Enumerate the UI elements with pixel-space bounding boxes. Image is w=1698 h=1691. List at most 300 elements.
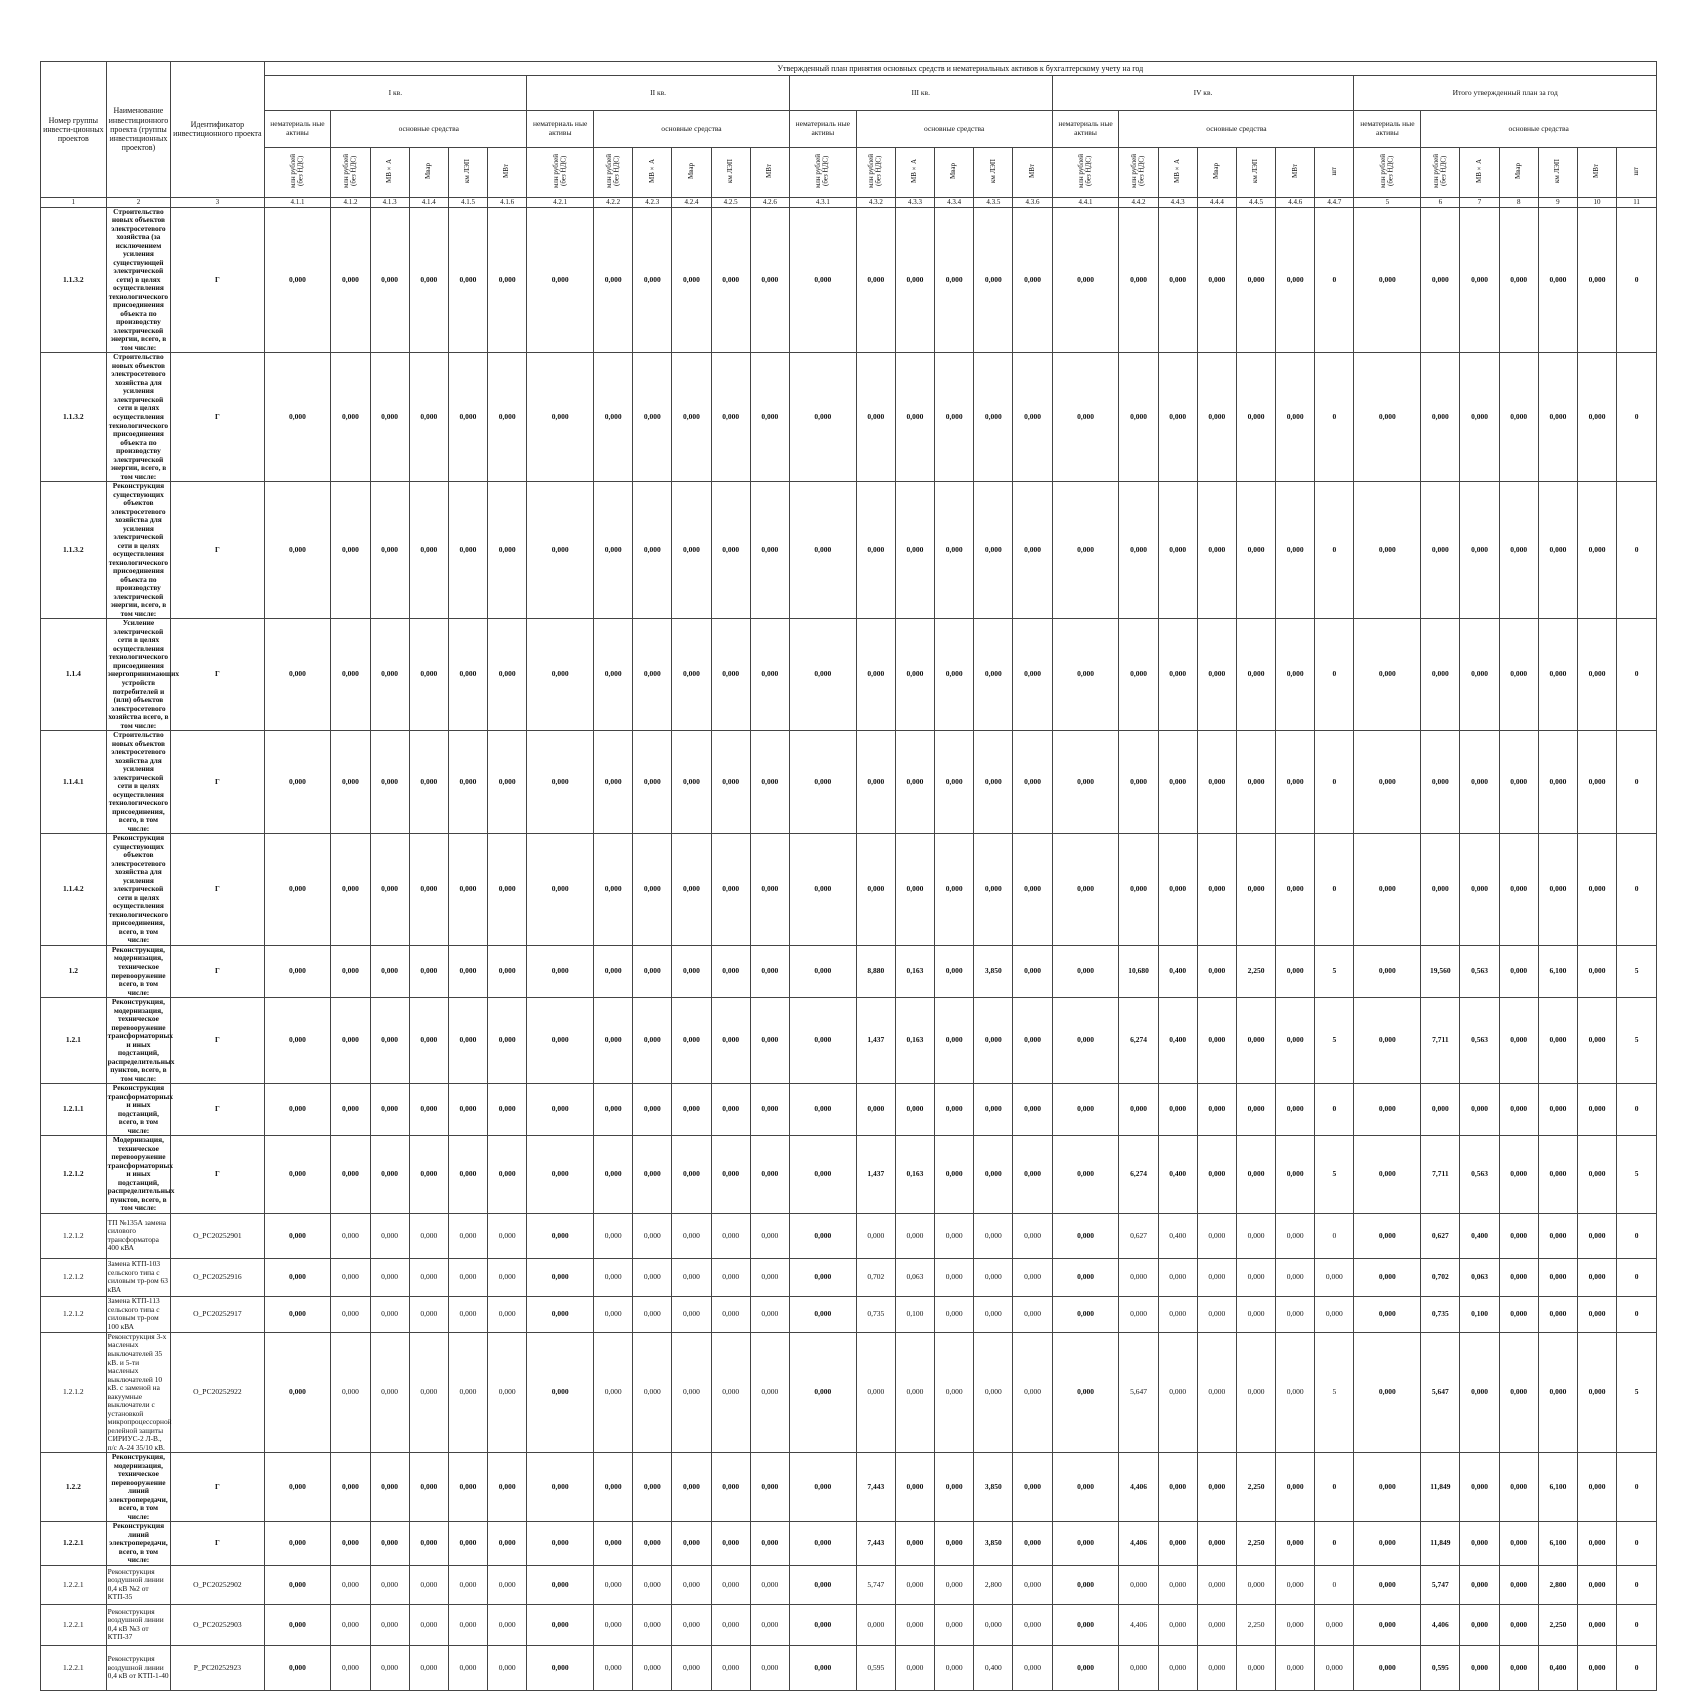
column-number: 4.4.2	[1119, 197, 1158, 207]
value-cell: 2,250	[1236, 945, 1275, 997]
project-id-cell: Г	[171, 998, 264, 1084]
value-cell: 0,000	[935, 998, 974, 1084]
value-cell: 0,000	[1354, 945, 1421, 997]
value-cell: 0,000	[331, 482, 370, 619]
value-cell: 0,000	[264, 1213, 331, 1258]
project-name-cell: Реконструкция, модернизация, техническое перевооружение линий электропередачи, всего, в том числе:	[106, 1453, 171, 1522]
value-cell: 0,000	[1197, 1565, 1236, 1604]
value-cell: 8,880	[856, 945, 895, 997]
header-unit	[1354, 148, 1421, 198]
value-cell: 0,000	[789, 1453, 856, 1522]
value-cell: 0	[1617, 1604, 1657, 1645]
value-cell: 0,000	[1013, 1136, 1052, 1214]
value-cell: 0,000	[488, 1522, 527, 1566]
value-cell: 2,250	[1236, 1453, 1275, 1522]
value-cell: 0,000	[1499, 619, 1538, 731]
value-cell: 0,000	[856, 731, 895, 834]
value-cell: 0,400	[1460, 1213, 1499, 1258]
value-cell: 0,000	[1577, 1645, 1616, 1690]
value-cell: 0,000	[264, 353, 331, 482]
group-number-cell: 1.2.1.2	[41, 1136, 107, 1214]
column-number: 4.1.3	[370, 197, 409, 207]
value-cell: 7,711	[1421, 1136, 1460, 1214]
value-cell: 0,000	[1197, 353, 1236, 482]
header-unit-label: МВ×А	[1474, 159, 1483, 183]
value-cell: 0,000	[488, 1136, 527, 1214]
value-cell: 1,437	[856, 998, 895, 1084]
value-cell: 0,000	[672, 998, 711, 1084]
value-cell: 0,000	[895, 1332, 934, 1452]
value-cell: 0,000	[331, 1565, 370, 1604]
value-cell: 0,000	[711, 1522, 750, 1566]
value-cell: 0,000	[1315, 1604, 1354, 1645]
value-cell: 0,163	[895, 1136, 934, 1214]
value-cell: 0,000	[750, 353, 789, 482]
value-cell: 0,000	[935, 1565, 974, 1604]
value-cell: 0,000	[331, 1136, 370, 1214]
header-unit-label: МВ×А	[647, 159, 656, 183]
value-cell: 0,000	[1538, 353, 1577, 482]
header-unit-label: Мвар	[949, 162, 958, 180]
value-cell: 0,000	[1577, 207, 1616, 353]
project-name-cell: Реконструкция существующих объектов электросетевого хозяйства для усиления электрической сети в целях осуществления технологического присоединения объекта по производству электрической энергии, всего, в том числе:	[106, 482, 171, 619]
column-number: 11	[1617, 197, 1657, 207]
value-cell: 4,406	[1119, 1453, 1158, 1522]
header-unit	[633, 148, 672, 198]
value-cell: 0,000	[264, 1522, 331, 1566]
value-cell: 0,000	[488, 834, 527, 946]
value-cell: 0,000	[1538, 1084, 1577, 1136]
value-cell: 0,000	[1577, 1522, 1616, 1566]
value-cell: 0,000	[1158, 1332, 1197, 1452]
value-cell: 0,000	[935, 1084, 974, 1136]
project-id-cell: Г	[171, 1136, 264, 1214]
value-cell: 0,000	[1236, 482, 1275, 619]
value-cell: 0,000	[1276, 1213, 1315, 1258]
value-cell: 0,000	[527, 1213, 594, 1258]
value-cell: 0,000	[331, 1213, 370, 1258]
value-cell: 0,000	[789, 619, 856, 731]
value-cell: 0,000	[1119, 731, 1158, 834]
value-cell: 0,000	[1119, 207, 1158, 353]
project-name-cell: Реконструкция трансформаторных и иных подстанций, всего, в том числе:	[107, 1083, 173, 1135]
value-cell: 0,000	[409, 353, 448, 482]
value-cell: 0,000	[1197, 834, 1236, 946]
value-cell: 7,443	[856, 1522, 895, 1566]
value-cell: 0,000	[1315, 1258, 1354, 1296]
project-id-cell: Г	[171, 945, 264, 997]
value-cell: 0,000	[1197, 619, 1236, 731]
value-cell: 0,000	[1499, 482, 1538, 619]
column-number: 4.2.6	[750, 197, 789, 207]
value-cell: 0,000	[1119, 482, 1158, 619]
header-quarter-3: III кв.	[789, 76, 1052, 111]
value-cell: 0,000	[370, 1453, 409, 1522]
value-cell: 0	[1617, 1213, 1657, 1258]
value-cell: 0,000	[1276, 619, 1315, 731]
value-cell: 0,000	[633, 353, 672, 482]
table-row	[41, 1565, 1657, 1604]
header-project-id: Идентификатор инвестиционного проекта	[171, 62, 264, 198]
value-cell: 0,000	[1577, 1084, 1616, 1136]
value-cell: 0,000	[594, 998, 633, 1084]
value-cell: 0,000	[672, 207, 711, 353]
value-cell: 0,000	[672, 1296, 711, 1332]
value-cell: 0,000	[711, 998, 750, 1084]
value-cell: 0,000	[1197, 1332, 1236, 1452]
header-unit	[935, 148, 974, 198]
column-number: 4.1.4	[409, 197, 448, 207]
table-row	[41, 1522, 1657, 1566]
value-cell: 0,000	[1460, 834, 1499, 946]
value-cell: 5	[1315, 998, 1354, 1084]
value-cell: 0,000	[1052, 1453, 1119, 1522]
header-unit	[331, 148, 370, 198]
value-cell: 0,000	[974, 998, 1013, 1084]
value-cell: 0,000	[1499, 945, 1538, 997]
header-project-name: Наименование инвестиционного проекта (группы инвестиционных проектов)	[106, 62, 171, 198]
value-cell: 0,000	[1052, 945, 1119, 997]
value-cell: 0,000	[1460, 207, 1499, 353]
value-cell: 0,000	[1197, 1522, 1236, 1566]
value-cell: 0,000	[1197, 207, 1236, 353]
header-unit-label: км ЛЭП	[1251, 158, 1260, 183]
value-cell: 0,000	[331, 1453, 370, 1522]
value-cell: 0,000	[750, 482, 789, 619]
value-cell: 0,000	[1013, 1604, 1052, 1645]
value-cell: 0,000	[1276, 482, 1315, 619]
value-cell: 0,000	[488, 1084, 527, 1136]
value-cell: 0,702	[1421, 1258, 1460, 1296]
value-cell: 0,000	[1052, 1565, 1119, 1604]
value-cell: 0,000	[633, 945, 672, 997]
value-cell: 0,000	[488, 353, 527, 482]
value-cell: 0,000	[750, 731, 789, 834]
group-number-cell: 1.2.2	[41, 1453, 107, 1522]
value-cell: 0,000	[935, 619, 974, 731]
value-cell: 0,000	[1421, 207, 1460, 353]
value-cell: 0,000	[448, 1258, 487, 1296]
value-cell: 0,000	[1499, 1084, 1538, 1136]
value-cell: 0,000	[1013, 1645, 1052, 1690]
value-cell: 0	[1315, 482, 1354, 619]
value-cell: 0,000	[789, 482, 856, 619]
value-cell: 0,000	[1236, 1645, 1275, 1690]
value-cell: 0,000	[331, 1084, 370, 1136]
value-cell: 0,000	[448, 731, 487, 834]
value-cell: 0,000	[935, 1453, 974, 1522]
value-cell: 0,000	[370, 207, 409, 353]
value-cell: 0,000	[409, 1258, 448, 1296]
table-row	[41, 1296, 1657, 1332]
value-cell: 0,000	[1052, 731, 1119, 834]
value-cell: 0,000	[789, 731, 856, 834]
value-cell: 0,000	[1158, 482, 1197, 619]
value-cell: 0,000	[488, 945, 527, 997]
value-cell: 0,000	[1236, 1296, 1275, 1332]
value-cell: 0,000	[1052, 1604, 1119, 1645]
value-cell: 0,000	[527, 353, 594, 482]
column-number: 4.2.5	[711, 197, 750, 207]
value-cell: 0,000	[264, 1645, 331, 1690]
value-cell: 0,000	[1421, 1084, 1460, 1136]
value-cell: 0,400	[1158, 998, 1197, 1084]
value-cell: 0,000	[331, 834, 370, 946]
value-cell: 0,000	[1315, 1296, 1354, 1332]
value-cell: 0,000	[527, 1522, 594, 1566]
value-cell: 5,747	[1421, 1565, 1460, 1604]
value-cell: 0,000	[1354, 1084, 1421, 1136]
column-number: 4.3.1	[789, 197, 856, 207]
column-number: 5	[1354, 197, 1421, 207]
value-cell: 0,000	[264, 834, 331, 946]
value-cell: 19,560	[1421, 945, 1460, 997]
value-cell: 0,000	[1119, 619, 1158, 731]
value-cell: 0,000	[1119, 1565, 1158, 1604]
value-cell: 0,000	[750, 207, 789, 353]
value-cell: 0,000	[1197, 998, 1236, 1084]
value-cell: 0,000	[1460, 731, 1499, 834]
value-cell: 0,000	[750, 834, 789, 946]
value-cell: 0,000	[895, 834, 934, 946]
value-cell: 0,000	[594, 1332, 633, 1452]
header-fixed-assets: основные средства	[594, 111, 790, 148]
value-cell: 0,000	[1354, 1453, 1421, 1522]
value-cell: 0,000	[633, 1258, 672, 1296]
value-cell: 0,595	[856, 1645, 895, 1690]
value-cell: 0,000	[1158, 1645, 1197, 1690]
value-cell: 0,000	[1276, 207, 1315, 353]
header-intangible-assets: нематериаль ные активы	[1052, 111, 1119, 148]
value-cell: 0,400	[1538, 1645, 1577, 1690]
value-cell: 7,711	[1421, 998, 1460, 1084]
value-cell: 0,000	[711, 1136, 750, 1214]
header-unit-label: млн рублей (без НДС)	[1379, 154, 1395, 188]
value-cell: 0,000	[974, 1332, 1013, 1452]
value-cell: 0,000	[448, 207, 487, 353]
value-cell: 0,000	[1538, 1258, 1577, 1296]
value-cell: 0	[1617, 1565, 1657, 1604]
value-cell: 0	[1315, 834, 1354, 946]
value-cell: 0,000	[895, 207, 934, 353]
value-cell: 0	[1617, 619, 1657, 731]
value-cell: 0,000	[672, 353, 711, 482]
value-cell: 0,000	[264, 1565, 331, 1604]
value-cell: 0,000	[370, 1213, 409, 1258]
value-cell: 0	[1315, 207, 1354, 353]
value-cell: 0,000	[1276, 1453, 1315, 1522]
header-unit	[409, 148, 448, 198]
value-cell: 0,000	[856, 1332, 895, 1452]
value-cell: 0,000	[1499, 1258, 1538, 1296]
value-cell: 0,000	[750, 1453, 789, 1522]
value-cell: 0,000	[370, 1258, 409, 1296]
value-cell: 0,000	[448, 998, 487, 1084]
value-cell: 0,000	[750, 619, 789, 731]
value-cell: 0,563	[1460, 945, 1499, 997]
value-cell: 0,000	[1460, 619, 1499, 731]
value-cell: 0,000	[935, 945, 974, 997]
value-cell: 0,000	[409, 731, 448, 834]
group-number-cell: 1.2.1.2	[41, 1296, 107, 1332]
value-cell: 0,000	[1276, 1522, 1315, 1566]
value-cell: 0,000	[331, 1522, 370, 1566]
value-cell: 0,627	[1421, 1213, 1460, 1258]
value-cell: 0,000	[488, 207, 527, 353]
value-cell: 5	[1617, 998, 1657, 1084]
project-name-cell: Модернизация, техническое перевооружение трансформаторных и иных подстанций, распределительных пунктов, всего, в том числе:	[107, 1135, 175, 1213]
value-cell: 0,000	[1013, 1565, 1052, 1604]
header-fixed-assets: основные средства	[1421, 111, 1657, 148]
value-cell: 0,000	[594, 1258, 633, 1296]
value-cell: 0,000	[527, 998, 594, 1084]
value-cell: 0,000	[1013, 619, 1052, 731]
value-cell: 0,000	[1052, 1296, 1119, 1332]
value-cell: 0,000	[789, 353, 856, 482]
value-cell: 0,000	[264, 1453, 331, 1522]
value-cell: 0,000	[594, 1213, 633, 1258]
value-cell: 0,000	[1236, 353, 1275, 482]
value-cell: 0,000	[409, 207, 448, 353]
value-cell: 0,000	[711, 1213, 750, 1258]
group-number-cell: 1.2.1.1	[41, 1084, 107, 1136]
value-cell: 0,000	[711, 1453, 750, 1522]
value-cell: 0,000	[331, 619, 370, 731]
value-cell: 0,000	[1052, 1213, 1119, 1258]
column-number: 4.4.4	[1197, 197, 1236, 207]
value-cell: 0,000	[1499, 207, 1538, 353]
value-cell: 0,000	[1158, 207, 1197, 353]
value-cell: 0,000	[1119, 834, 1158, 946]
project-id-cell: Г	[171, 353, 264, 482]
value-cell: 0,000	[448, 619, 487, 731]
value-cell: 0,000	[370, 482, 409, 619]
project-id-cell: О_РС20252916	[171, 1258, 264, 1296]
value-cell: 0,400	[974, 1645, 1013, 1690]
project-id-cell: О_РС20252901	[171, 1213, 264, 1258]
header-unit-label: млн рублей (без НДС)	[1432, 154, 1448, 188]
value-cell: 0,000	[789, 834, 856, 946]
header-plan-title: Утвержденный план принятия основных средств и нематериальных активов к бухгалтерскому учету на год	[264, 62, 1656, 76]
value-cell: 0,000	[633, 1565, 672, 1604]
header-unit-label: МВ×А	[384, 159, 393, 183]
value-cell: 0,000	[935, 834, 974, 946]
value-cell: 0,000	[711, 1645, 750, 1690]
value-cell: 0,000	[527, 1084, 594, 1136]
value-cell: 5,647	[1421, 1332, 1460, 1452]
value-cell: 0	[1617, 207, 1657, 353]
header-unit	[974, 148, 1013, 198]
value-cell: 0,000	[935, 1522, 974, 1566]
header-unit-label: Мвар	[424, 162, 433, 180]
project-id-cell: О_РС20252903	[171, 1604, 264, 1645]
value-cell: 5	[1617, 945, 1657, 997]
header-group-number: Номер группы инвести-ционных проектов	[41, 62, 107, 198]
header-unit-label: млн рублей (без НДС)	[604, 154, 621, 188]
header-quarter-2: II кв.	[527, 76, 790, 111]
table-row	[41, 1213, 1657, 1258]
value-cell: 0,000	[1538, 482, 1577, 619]
investment-plan-table	[40, 61, 1657, 1691]
header-unit-label: МВт	[1592, 164, 1601, 178]
value-cell: 0,000	[895, 1522, 934, 1566]
value-cell: 0,000	[1460, 1565, 1499, 1604]
value-cell: 0,000	[750, 945, 789, 997]
project-id-cell: Г	[171, 834, 264, 946]
value-cell: 0	[1617, 1522, 1657, 1566]
value-cell: 0,000	[672, 1604, 711, 1645]
value-cell: 0,000	[789, 1296, 856, 1332]
header-unit-label: млн рублей (без НДС)	[342, 154, 358, 188]
value-cell: 0,000	[448, 1565, 487, 1604]
value-cell: 0,000	[1052, 1084, 1119, 1136]
value-cell: 0,000	[672, 1084, 711, 1136]
value-cell: 0,735	[1421, 1296, 1460, 1332]
header-unit	[672, 148, 711, 198]
value-cell: 0,000	[750, 1332, 789, 1452]
value-cell: 0,000	[448, 1453, 487, 1522]
value-cell: 0,000	[594, 834, 633, 946]
header-fixed-assets: основные средства	[856, 111, 1052, 148]
header-unit-label: км ЛЭП	[725, 158, 734, 183]
value-cell: 0,000	[264, 482, 331, 619]
value-cell: 0,000	[1158, 834, 1197, 946]
value-cell: 0,000	[789, 1332, 856, 1452]
value-cell: 0,000	[1276, 1136, 1315, 1214]
column-number: 4.1.5	[448, 197, 487, 207]
value-cell: 0,000	[1460, 353, 1499, 482]
value-cell: 0,000	[1197, 945, 1236, 997]
value-cell: 6,100	[1538, 1453, 1577, 1522]
header-unit	[1577, 148, 1616, 198]
value-cell: 0,000	[1197, 1453, 1236, 1522]
value-cell: 0,000	[1460, 1084, 1499, 1136]
value-cell: 0,000	[1499, 834, 1538, 946]
value-cell: 0,000	[594, 1565, 633, 1604]
value-cell: 0,000	[789, 998, 856, 1084]
header-unit-label: млн рублей (без НДС)	[1077, 154, 1093, 188]
value-cell: 0,000	[974, 1604, 1013, 1645]
column-number: 4.4.1	[1052, 197, 1119, 207]
value-cell: 0,000	[1499, 1565, 1538, 1604]
value-cell: 0,000	[895, 1565, 934, 1604]
value-cell: 0,000	[409, 834, 448, 946]
value-cell: 0,000	[1013, 353, 1052, 482]
header-intangible-assets: нематериаль ные активы	[789, 111, 856, 148]
value-cell: 0,000	[1052, 1522, 1119, 1566]
value-cell: 0,063	[895, 1258, 934, 1296]
value-cell: 0,000	[974, 1136, 1013, 1214]
project-name-cell: ТП №135А замена силового трансформатора 400 кВА	[106, 1213, 171, 1258]
value-cell: 0,000	[448, 1213, 487, 1258]
value-cell: 0	[1617, 1453, 1657, 1522]
value-cell: 0,000	[594, 1084, 633, 1136]
value-cell: 0,000	[1354, 207, 1421, 353]
value-cell: 0,000	[594, 1453, 633, 1522]
project-name-cell: Реконструкция воздушной линии 0,4 кВ №3 от КТП-37	[106, 1604, 171, 1645]
column-number: 4.3.6	[1013, 197, 1052, 207]
value-cell: 2,250	[1236, 1604, 1275, 1645]
value-cell: 0,000	[711, 1565, 750, 1604]
value-cell: 0,000	[594, 482, 633, 619]
group-number-cell: 1.1.4.1	[41, 731, 107, 834]
value-cell: 0,000	[1538, 834, 1577, 946]
header-unit	[1315, 148, 1354, 198]
value-cell: 0,000	[935, 1296, 974, 1332]
value-cell: 0,000	[1276, 1604, 1315, 1645]
value-cell: 0,000	[1577, 1565, 1616, 1604]
value-cell: 0,000	[594, 1296, 633, 1332]
